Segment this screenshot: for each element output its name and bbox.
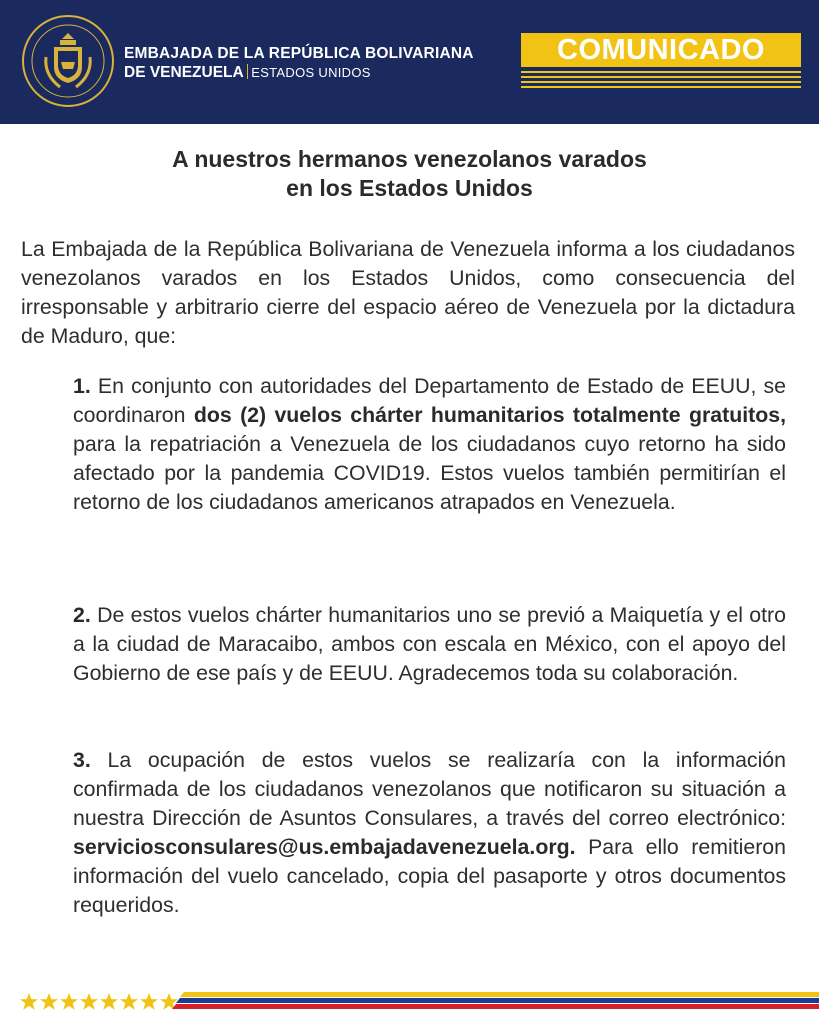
embassy-location: ESTADOS UNIDOS <box>251 65 371 80</box>
point-text: Para ello remitieron información del vuelo cancelado, copia del pasaporte y otros documentos requeridos. <box>73 835 786 917</box>
point-text: De estos vuelos chárter humanitarios uno se previó a Maiquetía y el otro a la ciudad de Maracaibo, ambos con escala en México, con el apoyo del Gobierno de ese país y de EEUU. Agradecemos toda su colaboración. <box>73 603 786 685</box>
point-2 <box>73 601 786 688</box>
point-text: para la repatriación a Venezuela de los ciudadanos cuyo retorno ha sido afectado por la pandemia COVID19. Estos vuelos también permitirían el retorno de los ciudadanos americanos atrapados en Venezuela. <box>73 432 786 514</box>
point-number: 1. <box>73 374 91 398</box>
star-icon <box>20 993 38 1010</box>
point-highlight: dos (2) vuelos chárter humanitarios totalmente gratuitos, <box>193 403 786 427</box>
embassy-country: DE VENEZUELA <box>124 64 244 81</box>
header-banner <box>0 0 819 124</box>
star-icon <box>80 993 98 1010</box>
embassy-name <box>124 44 474 82</box>
flag-stripe-blue <box>176 998 819 1003</box>
divider <box>247 64 249 79</box>
point-text: En conjunto con autoridades del Departamento de Estado de EEUU, se coordinaron <box>73 374 786 427</box>
embassy-name-line1: EMBAJADA DE LA REPÚBLICA BOLIVARIANA <box>124 45 474 62</box>
email-address[interactable]: serviciosconsulares@us.embajadavenezuela.org. <box>73 835 576 859</box>
point-number: 3. <box>73 748 91 772</box>
embassy-name-line2 <box>124 63 474 82</box>
page-title <box>0 145 819 203</box>
footer-flag-stars <box>0 988 819 1024</box>
star-icon <box>100 993 118 1010</box>
star-icon <box>140 993 158 1010</box>
flag-stripe-yellow <box>180 992 819 997</box>
intro-paragraph: La Embajada de la República Bolivariana de Venezuela informa a los ciudadanos venezolanos varados en los Estados Unidos, como consecuencia del irresponsable y arbitrario cierre del espacio aéreo de Venezuela por la dictadura de Maduro, que: <box>21 237 795 348</box>
point-1 <box>73 372 786 517</box>
badge-decorative-lines <box>521 71 801 91</box>
title-line2: en los Estados Unidos <box>286 175 533 201</box>
point-text: La ocupación de estos vuelos se realizaría con la información confirmada de los ciudadanos venezolanos que notificaron su situación a nuestra Dirección de Asuntos Consulares, a través del correo electrónico: <box>73 748 786 830</box>
coat-of-arms-seal <box>22 15 114 107</box>
title-line1: A nuestros hermanos venezolanos varados <box>172 146 647 172</box>
coat-of-arms-icon <box>24 17 112 105</box>
star-icon <box>60 993 78 1010</box>
point-3 <box>73 746 786 920</box>
star-icon <box>40 993 58 1010</box>
star-icons <box>20 993 178 1010</box>
point-number: 2. <box>73 603 91 627</box>
star-icon <box>120 993 138 1010</box>
comunicado-badge: COMUNICADO <box>521 33 801 67</box>
flag-stripe-red <box>172 1004 819 1009</box>
